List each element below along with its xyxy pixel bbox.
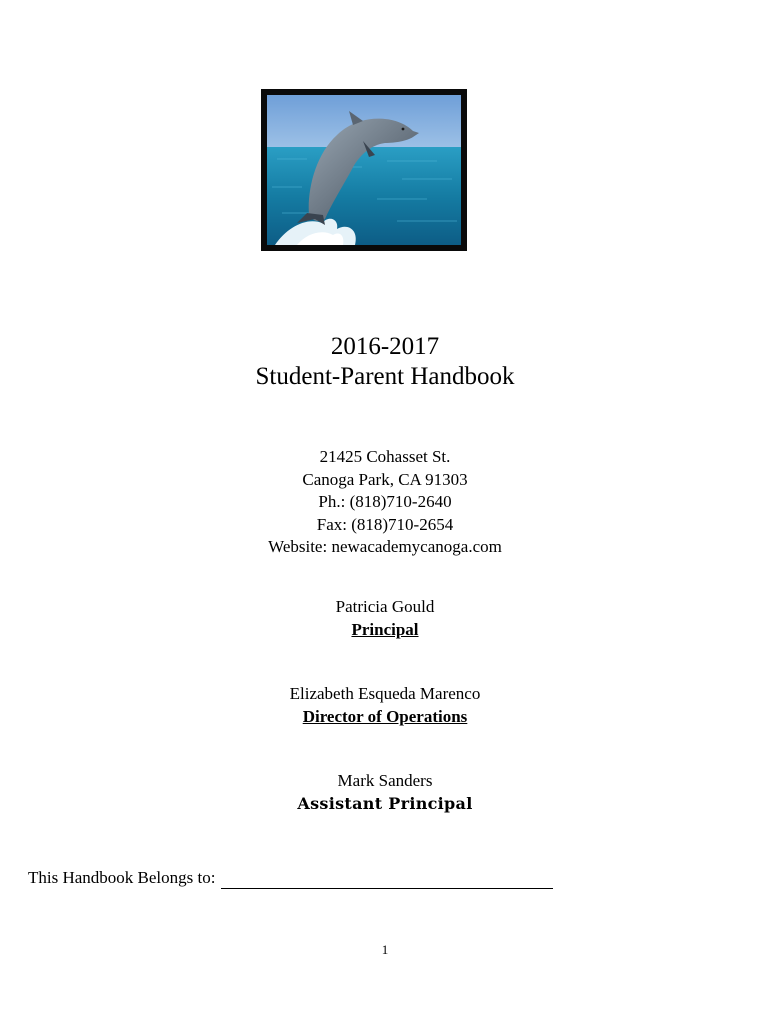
owner-label: This Handbook Belongs to: bbox=[28, 868, 216, 887]
phone-number: Ph.: (818)710-2640 bbox=[318, 492, 452, 511]
handbook-title bbox=[0, 332, 770, 392]
fax-number: Fax: (818)710-2654 bbox=[316, 514, 454, 534]
staff-name: Patricia Gould bbox=[335, 597, 435, 616]
cover-photo bbox=[261, 89, 467, 251]
street-address: 21425 Cohasset St. bbox=[319, 447, 451, 466]
page-number: 1 bbox=[381, 942, 389, 957]
staff-director-of-operations bbox=[0, 683, 770, 728]
staff-name: Mark Sanders bbox=[337, 771, 433, 790]
dolphin-image bbox=[267, 95, 461, 245]
staff-assistant-principal bbox=[0, 770, 770, 815]
school-contact-info bbox=[0, 446, 770, 559]
owner-field bbox=[28, 867, 553, 889]
handbook-name: Student-Parent Handbook bbox=[255, 363, 515, 390]
staff-role: Director of Operations bbox=[302, 706, 468, 726]
staff-principal bbox=[0, 596, 770, 641]
owner-blank-line[interactable] bbox=[221, 870, 553, 889]
website: Website: newacademycanoga.com bbox=[268, 537, 502, 556]
city-address: Canoga Park, CA 91303 bbox=[302, 469, 468, 489]
staff-role: Assistant Principal bbox=[297, 793, 473, 813]
school-year: 2016-2017 bbox=[330, 333, 440, 360]
staff-role: Principal bbox=[351, 619, 419, 639]
staff-name: Elizabeth Esqueda Marenco bbox=[289, 684, 481, 703]
